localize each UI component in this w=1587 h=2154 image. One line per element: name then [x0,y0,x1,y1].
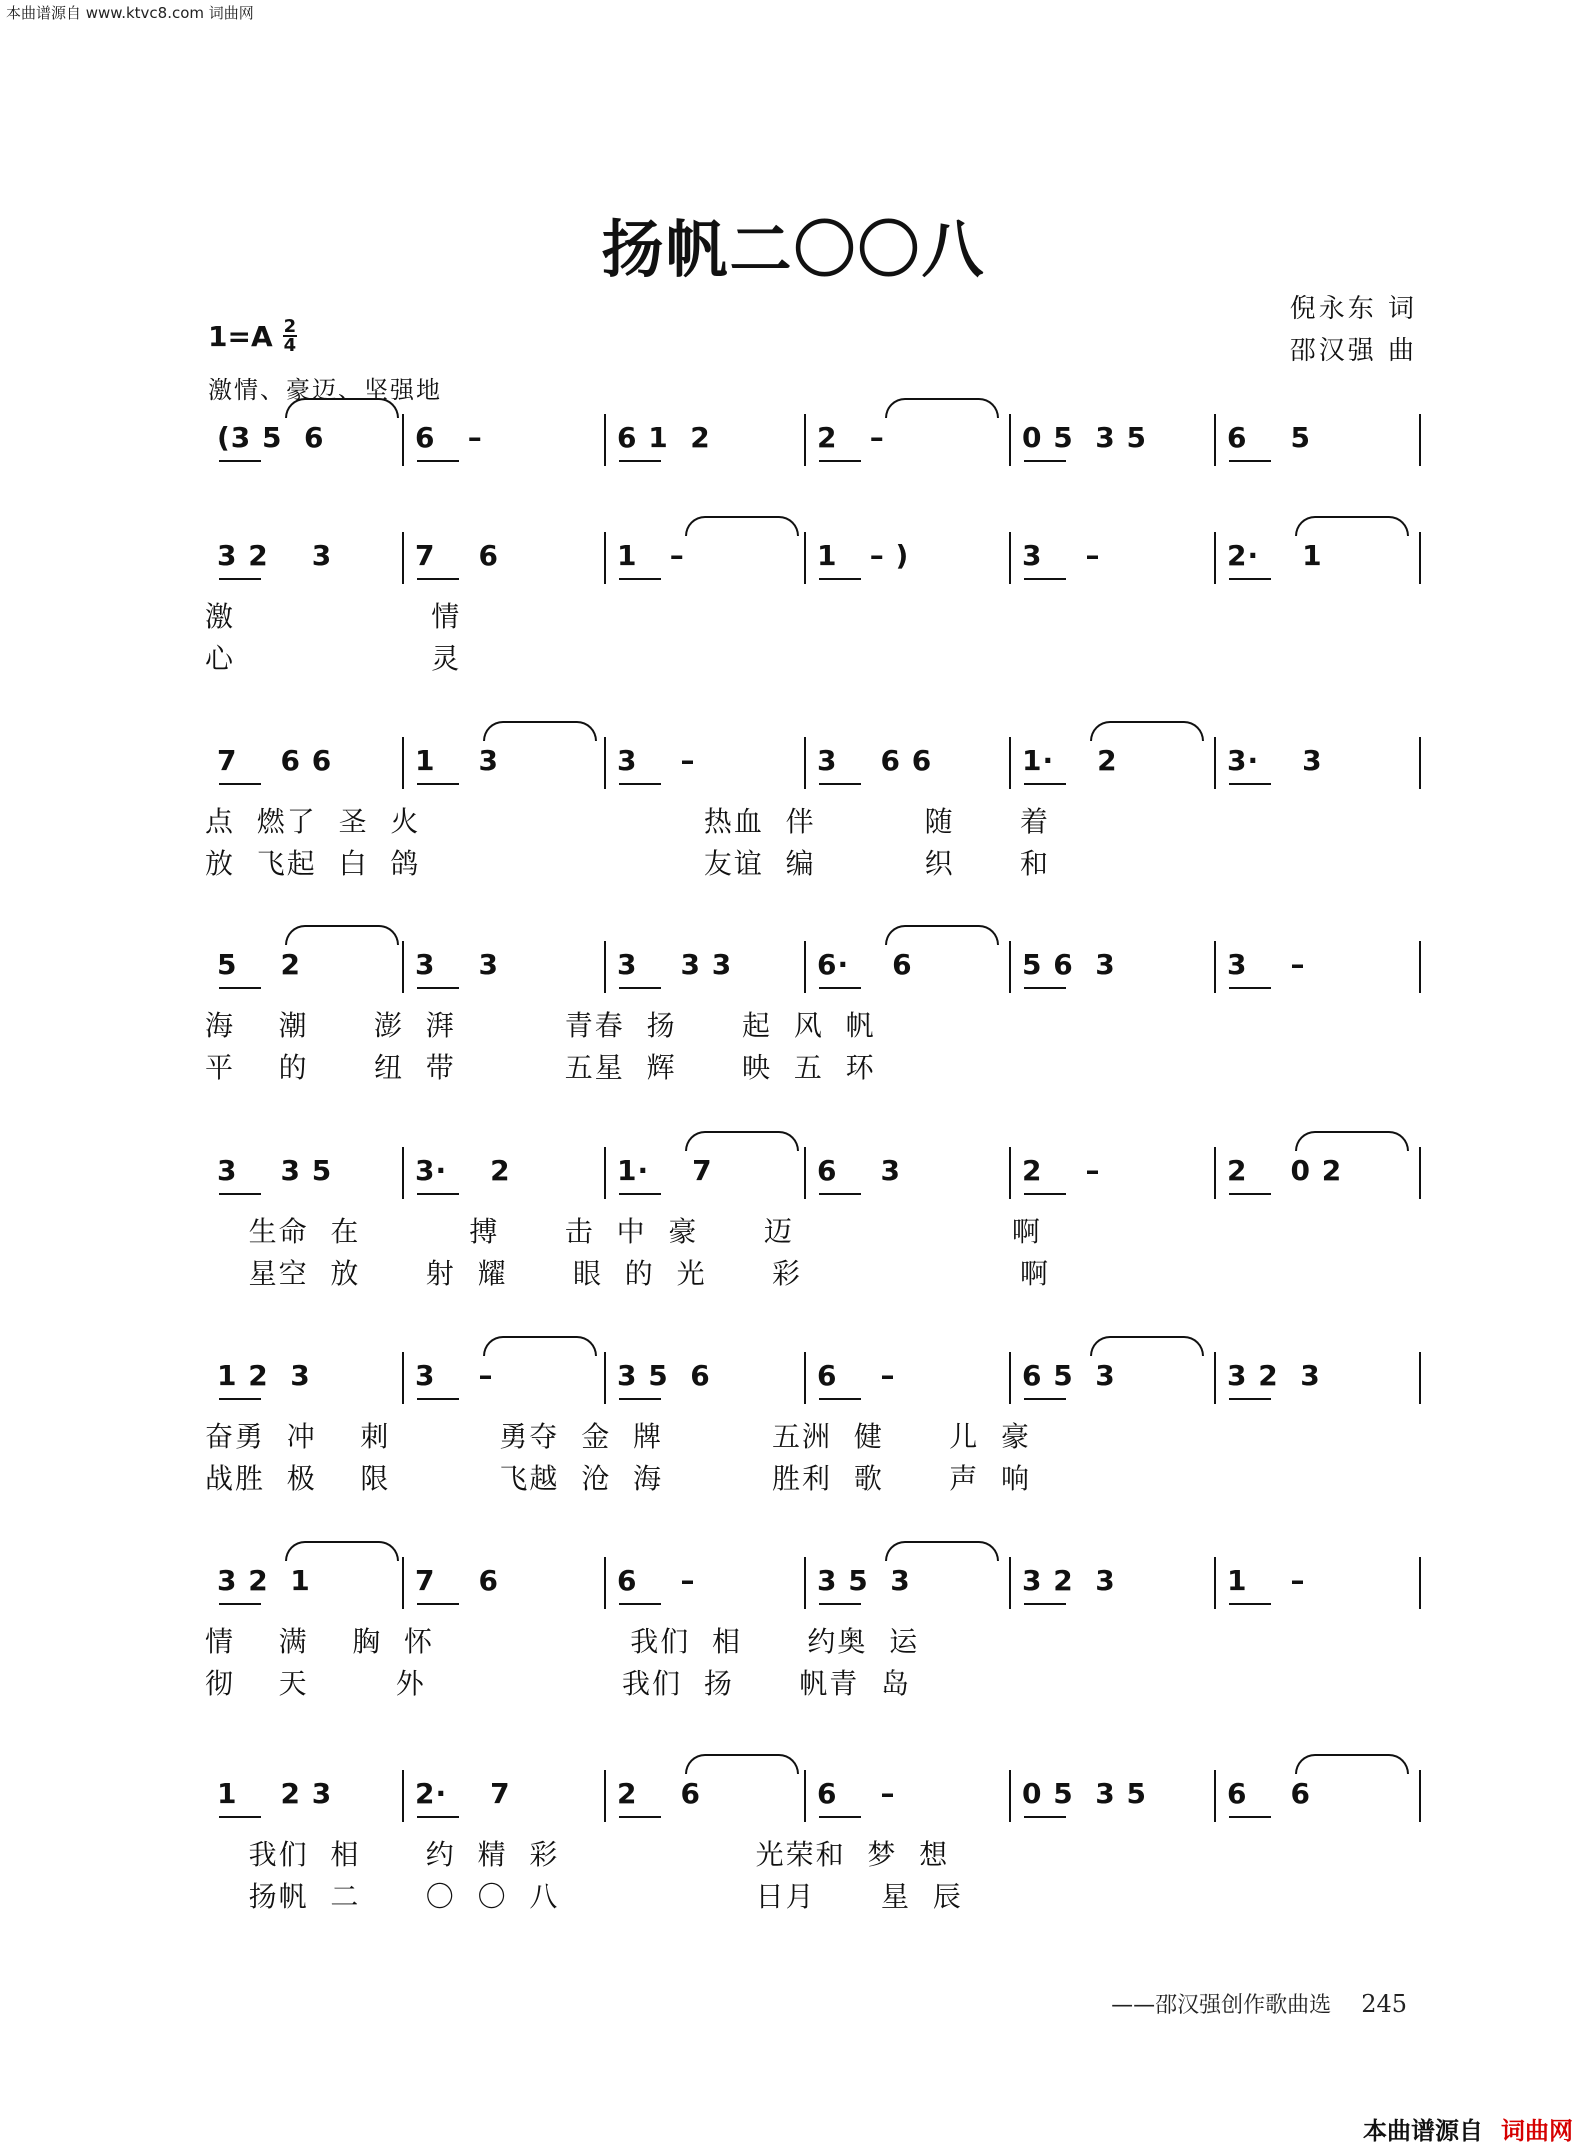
measure-notes: 6 – [415,421,483,454]
key-signature [208,318,297,354]
barline [604,737,606,789]
credits [1290,288,1417,372]
measure-notes: 1 2 3 [217,1777,333,1810]
beam-line [417,1816,459,1818]
barline [1419,532,1421,584]
site-watermark-top: 本曲谱源自 www.ktvc8.com 词曲网 [6,4,254,22]
measure-notes: 3· 3 [1227,744,1323,777]
slur-mark [285,1541,399,1561]
measure-notes: 3 2 3 [1022,1564,1116,1597]
barline [604,1770,606,1822]
measure-notes: 1 – [1227,1564,1306,1597]
measure-notes: 0 5 3 5 [1022,1777,1147,1810]
measure-notes: 3· 2 [415,1154,511,1187]
beam-line [819,1603,861,1605]
beam-line [619,1603,661,1605]
measure-notes: 6 5 3 [1022,1359,1116,1392]
measure-notes: 3 3 [415,948,499,981]
measure-notes: 3 – [415,1359,494,1392]
beam-line [219,1816,261,1818]
beam-line [1229,1603,1271,1605]
barline [1419,1352,1421,1404]
measure-notes: 7 6 [415,539,499,572]
slur-mark [1295,1754,1409,1774]
measure-notes: 5 6 3 [1022,948,1116,981]
beam-line [417,578,459,580]
measure-notes: 1· 2 [1022,744,1118,777]
slur-mark [285,398,399,418]
beam-line [417,987,459,989]
slur-mark [685,516,799,536]
barline [1214,414,1216,466]
barline [1009,1770,1011,1822]
measure-notes: 7 6 6 [217,744,333,777]
barline [1009,941,1011,993]
key-label: 1=A [208,319,273,353]
beam-line [1024,578,1066,580]
beam-line [1024,1603,1066,1605]
barline [604,1557,606,1609]
barline [402,941,404,993]
barline [804,737,806,789]
lyric-line: 我们 相 约 精 彩 光荣和 梦 想 [205,1838,950,1871]
beam-line [619,987,661,989]
beam-line [819,783,861,785]
measure-notes: 1· 7 [617,1154,713,1187]
measure-notes: 2· 1 [1227,539,1323,572]
barline [1419,737,1421,789]
song-title: 扬帆二〇〇八 [601,213,986,286]
site-bottom-label: 本曲谱源自 [1363,2117,1483,2145]
barline [1009,414,1011,466]
beam-line [417,1193,459,1195]
barline [804,1557,806,1609]
barline [604,532,606,584]
beam-line [1229,783,1271,785]
barline [804,414,806,466]
beam-line [619,460,661,462]
site-watermark-bottom [1363,2111,1573,2146]
measure-notes: 3 3 5 [217,1154,333,1187]
beam-line [819,1398,861,1400]
barline [604,941,606,993]
barline [1419,941,1421,993]
barline [804,1352,806,1404]
lyric-line: 生命 在 搏 击 中 豪 迈 啊 [205,1215,1042,1248]
slur-mark [885,398,999,418]
measure-notes: 2 – [817,421,885,454]
beam-line [417,783,459,785]
slur-mark [1295,516,1409,536]
barline [402,414,404,466]
time-numerator: 2 [283,316,297,337]
measure-notes: 1 2 3 [217,1359,311,1392]
measure-notes: 6 3 [817,1154,901,1187]
barline [604,1352,606,1404]
beam-line [1229,578,1271,580]
measure-notes: 7 6 [415,1564,499,1597]
slur-mark [1090,1336,1204,1356]
measure-notes: 6 6 [1227,1777,1311,1810]
time-denominator: 4 [283,335,297,356]
barline [804,1770,806,1822]
measure-notes: 1 – [617,539,685,572]
lyric-line: 海 潮 澎 湃 青春 扬 起 风 帆 [205,1009,876,1042]
beam-line [819,987,861,989]
beam-line [417,1603,459,1605]
slur-mark [685,1131,799,1151]
measure-notes: 3 2 3 [1227,1359,1321,1392]
lyric-line: 扬帆 二 〇 〇 八 日月 星 辰 [205,1880,963,1913]
measure-notes: 2· 7 [415,1777,511,1810]
barline [1214,532,1216,584]
measure-notes: 3 – [1227,948,1306,981]
beam-line [417,460,459,462]
beam-line [819,460,861,462]
barline [1419,1557,1421,1609]
barline [1214,1352,1216,1404]
beam-line [1024,1816,1066,1818]
lyric-line: 彻 天 外 我们 扬 帆青 岛 [205,1667,912,1700]
barline [1009,1147,1011,1199]
barline [804,1147,806,1199]
measure-notes: 1 3 [415,744,499,777]
beam-line [619,1398,661,1400]
measure-notes: 6· 6 [817,948,913,981]
measure-notes: 5 2 [217,948,301,981]
lyric-line: 情 满 胸 怀 我们 相 约奥 运 [205,1625,920,1658]
page-number: 245 [1361,1990,1407,2018]
beam-line [1229,1193,1271,1195]
measure-notes: 6 – [617,1564,696,1597]
lyric-line: 点 燃了 圣 火 热血 伴 随 着 [205,805,1051,838]
beam-line [819,1193,861,1195]
barline [1009,1557,1011,1609]
measure-notes: (3 5 6 [217,421,325,454]
beam-line [1229,1398,1271,1400]
barline [1419,1770,1421,1822]
measure-notes: 2 0 2 [1227,1154,1343,1187]
barline [1009,1352,1011,1404]
barline [402,737,404,789]
slur-mark [885,1541,999,1561]
barline [1214,1770,1216,1822]
measure-notes: 2 6 [617,1777,701,1810]
slur-mark [885,925,999,945]
beam-line [1024,460,1066,462]
beam-line [619,1193,661,1195]
lyric-line: 激 情 [205,600,462,633]
page-footer [1111,1988,1407,2019]
barline [804,532,806,584]
slur-mark [685,1754,799,1774]
barline [1009,532,1011,584]
measure-notes: 3 2 3 [217,539,333,572]
barline [402,532,404,584]
beam-line [219,1193,261,1195]
beam-line [219,987,261,989]
slur-mark [1090,721,1204,741]
beam-line [1229,1816,1271,1818]
barline [1419,1147,1421,1199]
slur-mark [483,1336,597,1356]
measure-notes: 6 – [817,1777,896,1810]
beam-line [1024,1398,1066,1400]
measure-notes: 3 6 6 [817,744,933,777]
barline [402,1147,404,1199]
beam-line [417,1398,459,1400]
barline [604,1147,606,1199]
lyric-line: 平 的 纽 带 五星 辉 映 五 环 [205,1051,876,1084]
beam-line [819,578,861,580]
barline [1214,1147,1216,1199]
lyricist: 倪永东 词 [1289,294,1417,324]
measure-notes: 3 5 6 [617,1359,711,1392]
beam-line [219,783,261,785]
beam-line [819,1816,861,1818]
barline [1214,1557,1216,1609]
lyric-line: 星空 放 射 耀 眼 的 光 彩 啊 [205,1257,1051,1290]
beam-line [619,783,661,785]
barline [402,1352,404,1404]
measure-notes: 3 5 3 [817,1564,911,1597]
barline [1214,737,1216,789]
beam-line [219,1398,261,1400]
barline [804,941,806,993]
measure-notes: 1 – ) [817,539,910,572]
measure-notes: 0 5 3 5 [1022,421,1147,454]
measure-notes: 6 5 [1227,421,1311,454]
measure-notes: 6 – [817,1359,896,1392]
composer: 邵汉强 曲 [1289,336,1417,366]
beam-line [1024,783,1066,785]
beam-line [219,578,261,580]
slur-mark [285,925,399,945]
footer-source: ——邵汉强创作歌曲选 [1111,1993,1332,2018]
tempo-marking: 激情、豪迈、坚强地 [208,376,442,404]
beam-line [1229,460,1271,462]
measure-notes: 2 – [1022,1154,1101,1187]
lyric-line: 心 灵 [205,642,462,675]
measure-notes: 3 – [617,744,696,777]
barline [1419,414,1421,466]
score [205,420,1420,1960]
measure-notes: 3 3 3 [617,948,733,981]
beam-line [619,578,661,580]
barline [402,1557,404,1609]
barline [1214,941,1216,993]
beam-line [1229,987,1271,989]
beam-line [219,460,261,462]
beam-line [1024,987,1066,989]
measure-notes: 3 2 1 [217,1564,311,1597]
site-bottom-accent: 词曲网 [1501,2117,1573,2145]
slur-mark [1295,1131,1409,1151]
lyric-line: 奋勇 冲 刺 勇夺 金 牌 五洲 健 儿 豪 [205,1420,1032,1453]
barline [1009,737,1011,789]
barline [402,1770,404,1822]
lyric-line: 战胜 极 限 飞越 沧 海 胜利 歌 声 响 [205,1462,1032,1495]
beam-line [219,1603,261,1605]
beam-line [619,1816,661,1818]
time-signature [283,318,298,354]
barline [604,414,606,466]
measure-notes: 6 1 2 [617,421,711,454]
lyric-line: 放 飞起 白 鸽 友谊 编 织 和 [205,847,1051,880]
measure-notes: 3 – [1022,539,1101,572]
slur-mark [483,721,597,741]
beam-line [1024,1193,1066,1195]
